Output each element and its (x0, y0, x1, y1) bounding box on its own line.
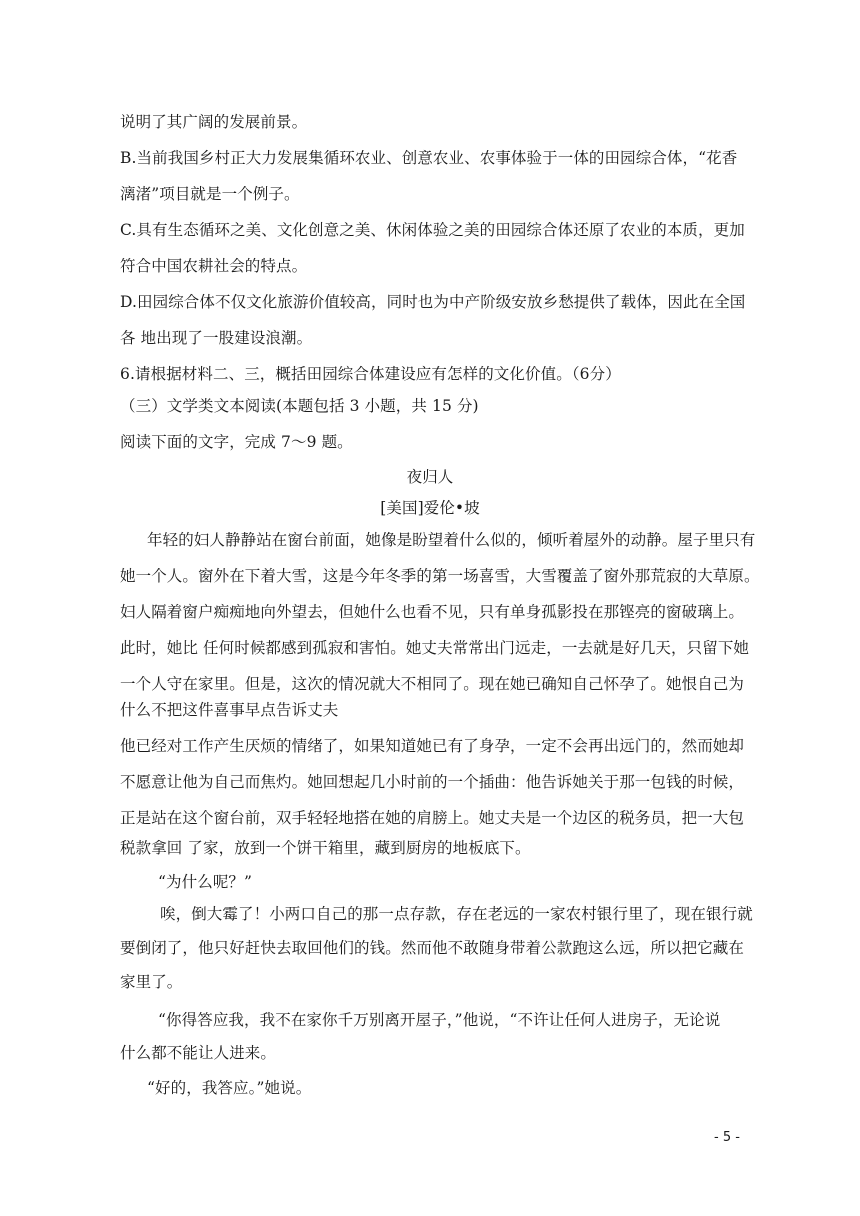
paragraph-line: 唉，倒大霉了！小两口自己的那一点存款，存在老远的一家农村银行里了，现在银行就 (160, 905, 753, 923)
paragraph-line: 她一个人。窗外在下着大雪，这是今年冬季的第一场喜雪，大雪覆盖了窗外那荒寂的大草原。 (120, 567, 760, 585)
paragraph-line: 一个人守在家里。但是，这次的情况就大不相同了。现在她已确知自己怀孕了。她恨自己为 (120, 675, 745, 693)
paragraph-line: 家里了。 (120, 973, 183, 991)
dialogue-line: “好的，我答应。”她说。 (147, 1079, 312, 1097)
dialogue-line: “你得答应我，我不在家你千万别离开屋子，”他说，“不许让任何人进房子，无论说 (158, 1011, 721, 1029)
text-line: 各 地出现了一股建设浪潮。 (120, 329, 313, 347)
dialogue-line: 什么都不能让人进来。 (120, 1044, 277, 1062)
option-c-line: C.具有生态循环之美、文化创意之美、休闲体验之美的田园综合体还原了农业的本质，更加 (120, 221, 745, 239)
text-line: 符合中国农耕社会的特点。 (120, 257, 308, 275)
section-heading: （三）文学类文本阅读(本题包括 3 小题，共 15 分) (120, 397, 479, 415)
paragraph-line: 什么不把这件喜事早点告诉丈夫 (120, 701, 339, 719)
option-d-line: D.田园综合体不仅文化旅游价值较高，同时也为中产阶级安放乡愁提供了载体，因此在全国 (120, 293, 746, 311)
paragraph-line: 他已经对工作产生厌烦的情绪了，如果知道她已有了身孕，一定不会再出远门的，然而她却 (120, 737, 745, 755)
question-6: 6.请根据材料二、三，概括田园综合体建设应有怎样的文化价值。（6分） (120, 365, 621, 383)
paragraph-line: 税款拿回 了家，放到一个饼干箱里，藏到厨房的地板底下。 (120, 839, 531, 857)
paragraph-line: 妇人隔着窗户痴痴地向外望去，但她什么也看不见，只有单身孤影投在那铿亮的窗破璃上。 (120, 603, 745, 621)
story-title: 夜归人 (406, 468, 454, 486)
text-line: 漓渚”项目就是一个例子。 (120, 185, 300, 203)
dialogue-line: “为什么呢？” (158, 873, 253, 891)
paragraph-line: 正是站在这个窗台前，双手轻轻地搭在她的肩膀上。她丈夫是一个边区的税务员，把一大包 (120, 809, 745, 827)
text-line: 说明了其广阔的发展前景。 (120, 113, 308, 131)
paragraph-line: 此时，她比 任何时候都感到孤寂和害怕。她丈夫常常出门远走，一去就是好几天，只留下她 (120, 639, 750, 657)
paragraph-line: 年轻的妇人静静站在窗台前面，她像是盼望着什么似的，倾听着屋外的动静。屋子里只有 (147, 531, 756, 549)
paragraph-line: 不愿意让他为自己而焦灼。她回想起几小时前的一个插曲：他告诉她关于那一包钱的时候， (120, 773, 745, 791)
page-number: - 5 - (714, 1130, 740, 1145)
paragraph-line: 要倒闭了，他只好赶快去取回他们的钱。然而他不敢随身带着公款跑这么远，所以把它藏在 (120, 939, 745, 957)
option-b-line: B.当前我国乡村正大力发展集循环农业、创意农业、农事体验于一体的田园综合体，“花香 (120, 149, 738, 167)
instruction-line: 阅读下面的文字，完成 7～9 题。 (120, 433, 353, 451)
story-author: [美国]爱伦•坡 (380, 499, 480, 517)
